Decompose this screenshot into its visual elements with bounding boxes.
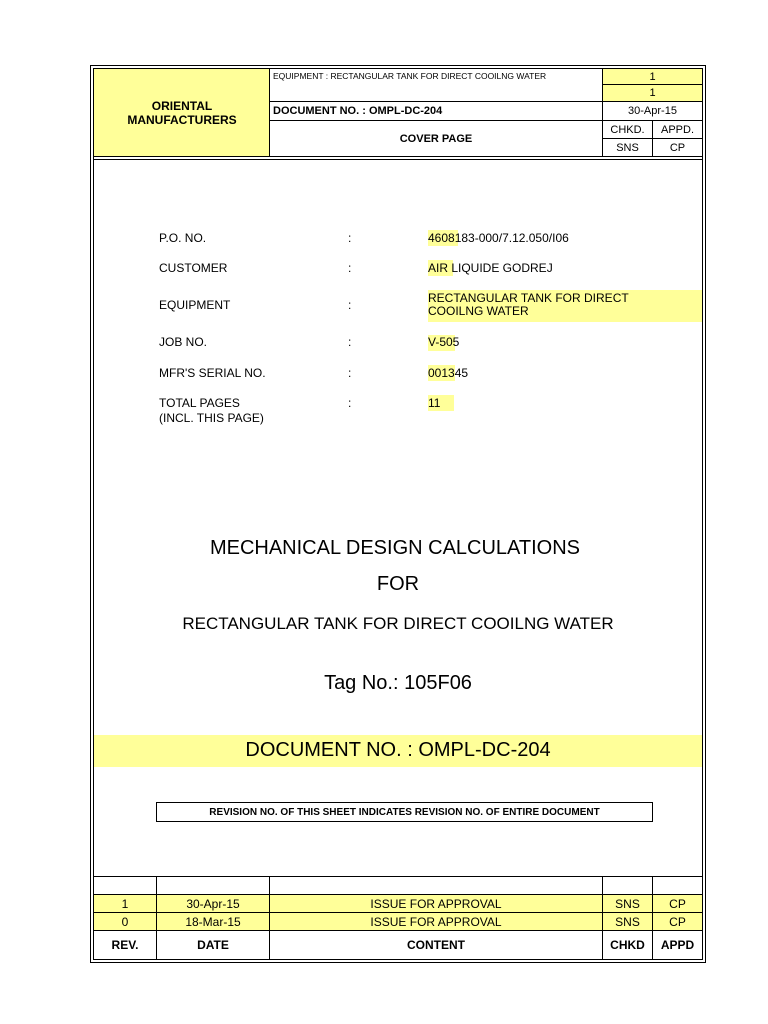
job-value: V-505 xyxy=(428,335,460,349)
header-divider xyxy=(602,84,703,85)
title-line-1: MECHANICAL DESIGN CALCULATIONS xyxy=(209,537,581,559)
rev-header-date: DATE xyxy=(197,938,229,952)
rev-table-top xyxy=(93,876,703,877)
pages-label: TOTAL PAGES xyxy=(159,396,240,410)
rev-row-0-date: 18-Mar-15 xyxy=(157,913,269,930)
company-name: ORIENTAL MANUFACTURERS xyxy=(127,99,237,127)
equipment-line: EQUIPMENT : RECTANGULAR TANK FOR DIRECT COOILNG WATER xyxy=(273,71,547,81)
header-appd-label: APPD. xyxy=(660,123,694,136)
document-no-title: DOCUMENT NO. : OMPL-DC-204 xyxy=(245,739,551,761)
inner-frame xyxy=(93,68,703,960)
revision-note: REVISION NO. OF THIS SHEET INDICATES REVISION NO. OF ENTIRE DOCUMENT xyxy=(156,802,653,822)
rev-header-appd: APPD xyxy=(660,938,695,952)
rev-row-0-content: ISSUE FOR APPROVAL xyxy=(270,913,602,930)
header-divider xyxy=(602,138,703,139)
serial-colon: : xyxy=(348,366,352,380)
rev-row-1-content: ISSUE FOR APPROVAL xyxy=(270,895,602,912)
equipment-colon: : xyxy=(348,298,352,312)
rev-header-content: CONTENT xyxy=(407,938,465,952)
rev-row-0-chkd: SNS xyxy=(603,913,652,930)
tag-number: Tag No.: 105F06 xyxy=(324,672,472,694)
header-bottom-line xyxy=(93,159,703,160)
header-document-no: DOCUMENT NO. : OMPL-DC-204 xyxy=(273,105,443,117)
rev-header-rev: REV. xyxy=(111,938,139,952)
title-line-3: RECTANGULAR TANK FOR DIRECT COOILNG WATER xyxy=(182,614,614,633)
pages-colon: : xyxy=(348,396,352,410)
header-chkd-label: CHKD. xyxy=(610,123,645,136)
job-label: JOB NO. xyxy=(159,335,208,349)
header-divider xyxy=(269,101,703,102)
header-bottom-line xyxy=(93,156,703,157)
header-divider xyxy=(269,68,270,157)
customer-colon: : xyxy=(348,261,352,275)
header-divider xyxy=(602,68,603,157)
rev-row-1-date: 30-Apr-15 xyxy=(157,895,269,912)
header-rev-cell-1: 1 xyxy=(603,69,702,84)
equipment-value: RECTANGULAR TANK FOR DIRECT COOILNG WATER xyxy=(428,291,629,318)
rev-row-1-appd: CP xyxy=(653,895,702,912)
pages-value: 11 xyxy=(428,396,441,410)
customer-value: AIR LIQUIDE GODREJ xyxy=(428,261,553,275)
header-chkd-value: SNS xyxy=(616,141,639,154)
serial-label: MFR'S SERIAL NO. xyxy=(159,366,266,380)
header-date: 30-Apr-15 xyxy=(628,105,677,117)
pages-label-note: (INCL. THIS PAGE) xyxy=(159,411,264,425)
header-appd-value: CP xyxy=(669,141,686,154)
customer-label: CUSTOMER xyxy=(159,261,228,275)
title-line-2: FOR xyxy=(376,573,420,595)
po-colon: : xyxy=(348,231,352,245)
rev-row-1-rev: 1 xyxy=(94,895,156,912)
header-rev-cell-2: 1 xyxy=(603,85,702,101)
equipment-label: EQUIPMENT xyxy=(159,298,231,312)
rev-row-0-rev: 0 xyxy=(94,913,156,930)
job-colon: : xyxy=(348,335,352,349)
rev-header-chkd: CHKD xyxy=(610,938,645,952)
rev-row-0-appd: CP xyxy=(653,913,702,930)
po-value: 4608183-000/7.12.050/I06 xyxy=(428,231,569,245)
header-divider xyxy=(269,120,703,121)
header-page-title: COVER PAGE xyxy=(399,132,473,145)
serial-value: 001345 xyxy=(428,366,469,380)
rev-row-1-chkd: SNS xyxy=(603,895,652,912)
po-label: P.O. NO. xyxy=(159,231,207,245)
